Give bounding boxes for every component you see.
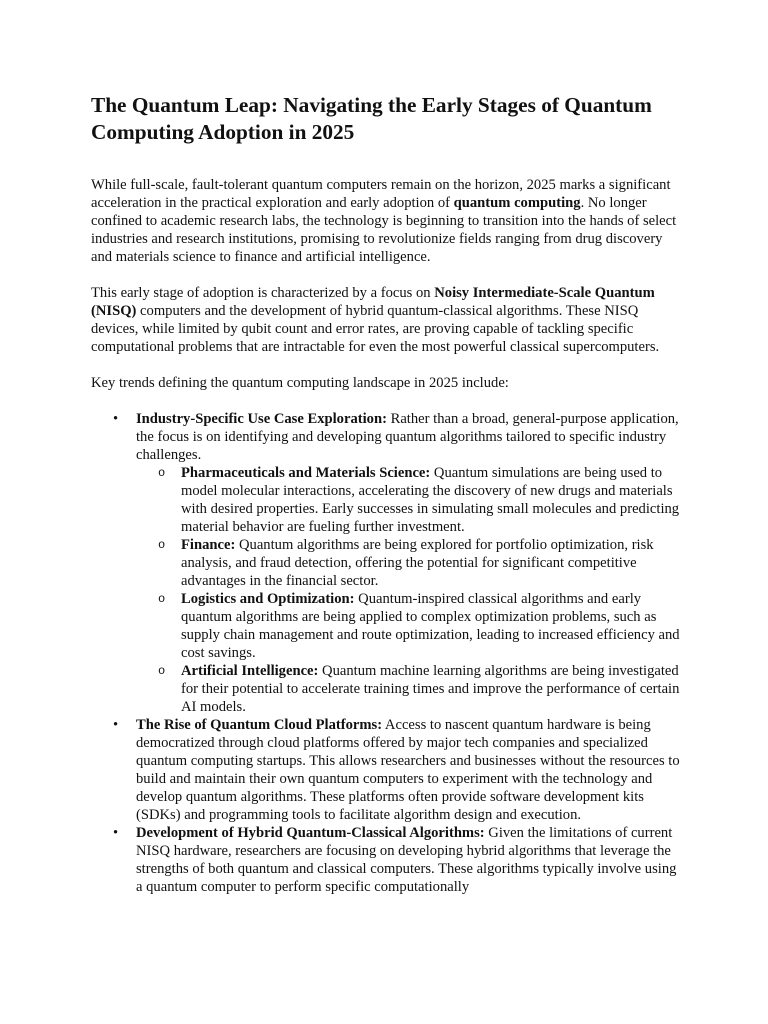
sub-bullet-icon: o <box>158 592 166 606</box>
list-item-text: Rather than a broad, general-purpose application, the focus is on identifying and developing quantum algorithms tailored to specific industry challenges. <box>136 411 679 463</box>
sub-list-item-heading: Pharmaceuticals and Materials Science: <box>181 465 431 481</box>
sub-bullet-icon: o <box>158 466 166 480</box>
bullet-icon: • <box>113 717 119 733</box>
sub-list-item <box>136 464 683 536</box>
sub-list-item-text: Quantum machine learning algorithms are being investigated for their potential to accelerate training times and improve the performance of certain AI models. <box>181 663 680 715</box>
document-title: The Quantum Leap: Navigating the Early Stages of Quantum Computing Adoption in 2025 <box>91 93 652 144</box>
list-item-text: Access to nascent quantum hardware is being democratized through cloud platforms offered by major tech companies and specialized quantum computing startups. This allows researchers and businesses without the resources to build and maintain their own quantum computers to experiment with the technology and develop quantum algorithms. These platforms often provide software development kits (SDKs) and programming tools to facilitate algorithm design and execution. <box>136 717 680 823</box>
list-item-heading: The Rise of Quantum Cloud Platforms: <box>136 717 383 733</box>
list-item-heading: Development of Hybrid Quantum-Classical Algorithms: <box>136 825 485 841</box>
sub-list-item-heading: Finance: <box>181 537 236 553</box>
sub-list-item <box>136 590 683 662</box>
paragraph-intro-bold: quantum computing <box>453 195 581 211</box>
list-item <box>91 824 683 896</box>
paragraph-nisq-text-end: computers and the development of hybrid quantum-classical algorithms. These NISQ devices, while limited by qubit count and error rates, are proving capable of tackling specific computational problems that are intractable for even the most powerful classical supercomputers. <box>91 303 660 355</box>
sub-list <box>136 464 683 716</box>
paragraph-intro-text-end: . No longer confined to academic research labs, the technology is beginning to transition into the hands of select industries and research institutions, promising to revolutionize fields ranging from drug discovery and materials science to finance and artificial intelligence. <box>91 195 677 265</box>
sub-bullet-icon: o <box>158 664 166 678</box>
bullet-icon: • <box>113 825 119 841</box>
sub-list-item <box>136 662 683 716</box>
bullet-icon: • <box>113 411 119 427</box>
sub-list-item-text: Quantum simulations are being used to model molecular interactions, accelerating the discovery of new drugs and materials with desired properties. Early successes in simulating small molecules and predicting material behavior are fueling further investment. <box>181 465 680 535</box>
sub-list-item-heading: Logistics and Optimization: <box>181 591 355 607</box>
list-item <box>91 410 683 716</box>
paragraph-nisq-text: This early stage of adoption is characterized by a focus on <box>91 285 435 301</box>
paragraph-nisq-bold: Noisy Intermediate-Scale Quantum (NISQ) <box>91 285 655 319</box>
sub-list-item-text: Quantum-inspired classical algorithms and early quantum algorithms are being applied to complex optimization problems, such as supply chain management and route optimization, leading to increased efficiency and cost savings. <box>181 591 680 661</box>
document-page <box>91 92 683 896</box>
paragraph-intro-text: While full-scale, fault-tolerant quantum computers remain on the horizon, 2025 marks a significant acceleration in the practical exploration and early adoption of <box>91 177 671 211</box>
sub-list-item-heading: Artificial Intelligence: <box>181 663 319 679</box>
sub-list-item-text: Quantum algorithms are being explored for portfolio optimization, risk analysis, and fraud detection, offering the potential for significant competitive advantages in the financial sector. <box>181 537 654 589</box>
trends-list <box>91 410 683 896</box>
list-item-text: Given the limitations of current NISQ hardware, researchers are focusing on developing hybrid algorithms that leverage the strengths of both quantum and classical computers. These algorithms typically involve using a quantum computer to perform specific computationally <box>136 825 677 895</box>
list-item-heading: Industry-Specific Use Case Exploration: <box>136 411 387 427</box>
sub-bullet-icon: o <box>158 538 166 552</box>
sub-list-item <box>136 536 683 590</box>
paragraph-key-trends: Key trends defining the quantum computing landscape in 2025 include: <box>91 375 509 391</box>
paragraph-nisq <box>91 284 683 356</box>
list-item <box>91 716 683 824</box>
paragraph-intro <box>91 176 683 266</box>
